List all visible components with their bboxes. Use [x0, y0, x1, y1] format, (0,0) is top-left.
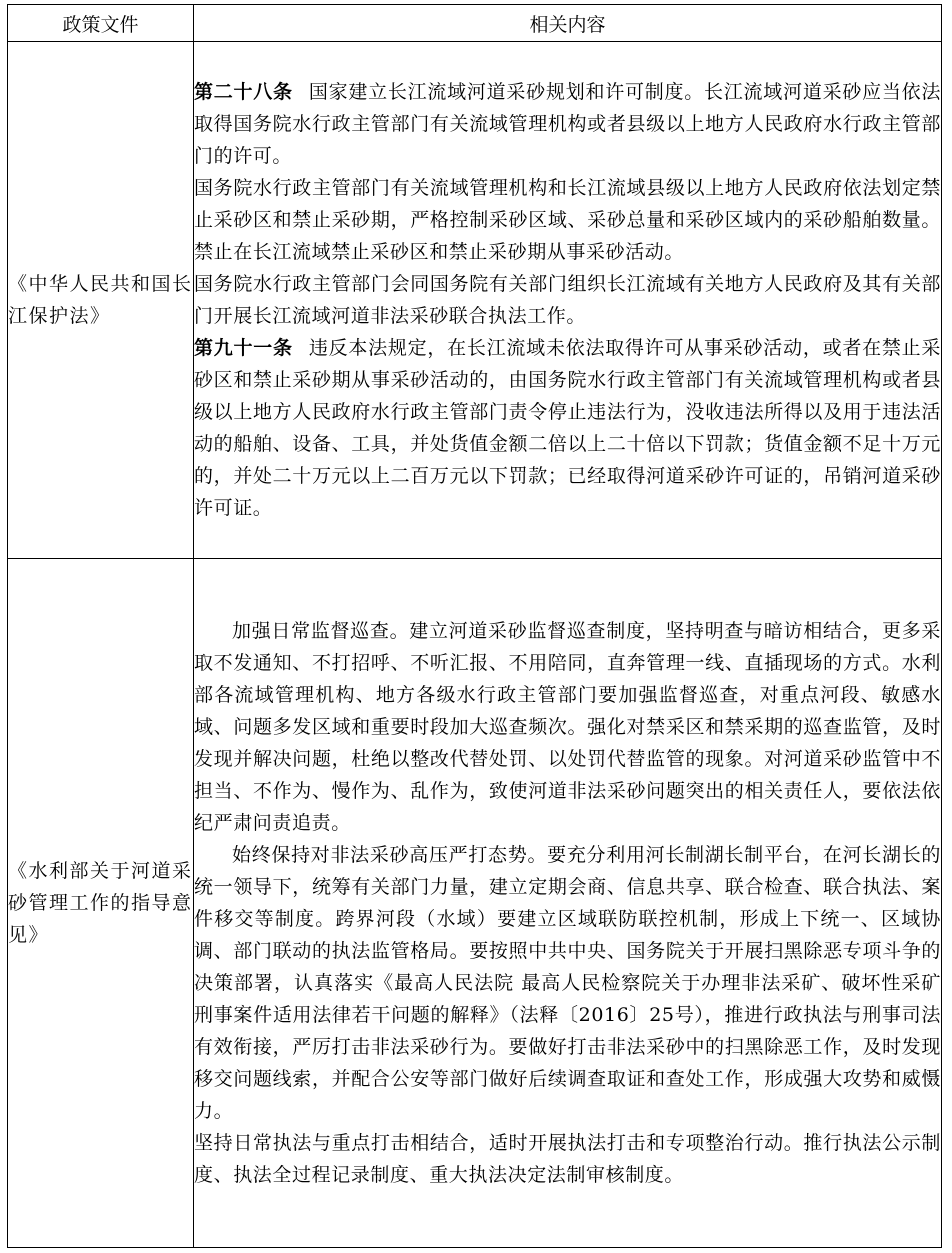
paragraph-text: 违反本法规定，在长江流域未依法取得许可从事采砂活动，或者在禁止采砂区和禁止采砂期从事采砂活动的，由国务院水行政主管部门有关流域管理机构或者县级以上地方人民政府水行政主管部门责令停止违法行为，没收违法所得以及用于违法活动的船舶、设备、工具，并处货值金额二倍以上二十倍以下罚款；货值金额不足十万元的，并处二十万元以上二百万元以下罚款；已经取得河道采砂许可证的，吊销河道采砂许可证。 — [194, 337, 941, 519]
header-related-content: 相关内容 — [194, 5, 942, 42]
paragraph — [194, 268, 941, 332]
paragraph — [194, 615, 941, 839]
document-name-cell: 《水利部关于河道采砂管理工作的指导意见》 — [8, 559, 194, 1248]
article-paragraph — [194, 332, 941, 524]
policy-table — [7, 4, 942, 1248]
content-cell — [194, 42, 942, 559]
paragraph-text: 国务院水行政主管部门有关流域管理机构和长江流域县级以上地方人民政府依法划定禁止采砂区和禁止采砂期，严格控制采砂区域、采砂总量和采砂区域内的采砂船舶数量。禁止在长江流域禁止采砂区和禁止采砂期从事采砂活动。 — [194, 177, 941, 263]
paragraph-text: 坚持日常执法与重点打击相结合，适时开展执法打击和专项整治行动。推行执法公示制度、执法全过程记录制度、重大执法决定法制审核制度。 — [194, 1132, 941, 1186]
paragraph — [194, 1127, 941, 1191]
article-number: 第二十八条 — [194, 81, 293, 103]
header-policy-document: 政策文件 — [8, 5, 194, 42]
article-paragraph — [194, 76, 941, 172]
paragraph-text: 始终保持对非法采砂高压严打态势。要充分利用河长制湖长制平台，在河长湖长的统一领导下，统筹有关部门力量，建立定期会商、信息共享、联合检查、联合执法、案件移交等制度。跨界河段（水域）要建立区域联防联控机制，形成上下统一、区域协调、部门联动的执法监管格局。要按照中共中央、国务院关于开展扫黑除恶专项斗争的决策部署，认真落实《最高人民法院 最高人民检察院关于办理非法采矿、破坏性采矿刑事案件适用法律若干问题的解释》（法释〔2016〕25号），推进行政执法与刑事司法有效衔接，严厉打击非法采砂行为。要做好打击非法采砂中的扫黑除恶工作，及时发现移交问题线索，并配合公安等部门做好后续调查取证和查处工作，形成强大攻势和威慑力。 — [194, 844, 941, 1122]
paragraph — [194, 839, 941, 1127]
paragraph — [194, 172, 941, 268]
table-row — [8, 42, 942, 559]
article-number: 第九十一条 — [194, 337, 293, 359]
paragraph-text: 国务院水行政主管部门会同国务院有关部门组织长江流域有关地方人民政府及其有关部门开展长江流域河道非法采砂联合执法工作。 — [194, 273, 941, 327]
table-header-row — [8, 5, 942, 42]
table-row — [8, 559, 942, 1248]
paragraph-text: 国家建立长江流域河道采砂规划和许可制度。长江流域河道采砂应当依法取得国务院水行政主管部门有关流域管理机构或者县级以上地方人民政府水行政主管部门的许可。 — [194, 81, 941, 167]
paragraph-text: 加强日常监督巡查。建立河道采砂监督巡查制度，坚持明查与暗访相结合，更多采取不发通知、不打招呼、不听汇报、不用陪同，直奔管理一线、直插现场的方式。水利部各流域管理机构、地方各级水行政主管部门要加强监督巡查，对重点河段、敏感水域、问题多发区域和重要时段加大巡查频次。强化对禁采区和禁采期的巡查监管，及时发现并解决问题，杜绝以整改代替处罚、以处罚代替监管的现象。对河道采砂监管中不担当、不作为、慢作为、乱作为，致使河道非法采砂问题突出的相关责任人，要依法依纪严肃问责追责。 — [194, 620, 941, 834]
document-name-cell: 《中华人民共和国长江保护法》 — [8, 42, 194, 559]
content-cell — [194, 559, 942, 1248]
